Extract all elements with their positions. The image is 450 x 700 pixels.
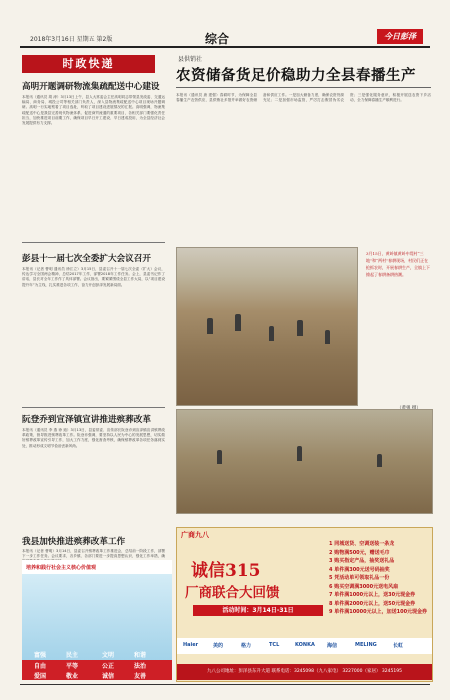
article-body: 本报讯（通讯员 李 燕 徐 迪）3月13日，县委常委、宣传部长阮登乔到宣泽镇宣讲殡葬改革政策，督导推进殡葬改革工作。阮登乔强调，要坚持以人民为中心的发展思想，切实做好殡葬改革宣传引导工作，加大工作力度，强化督查考核，确保殡葬改革各项任务落到实处，推动形成文明节俭治丧新风尚。 — [22, 428, 165, 448]
divider — [22, 242, 165, 243]
offer-item: 3 购买指定产品，抽奖送礼品 — [329, 558, 395, 564]
value-word: 民主 — [66, 652, 79, 659]
offer-item: 7 单件满1000元以上，送30元现金券 — [329, 592, 416, 598]
date-line: 2018年3月16日 星期五 第2版 — [30, 36, 113, 43]
offer-list — [329, 540, 429, 617]
offer-item: 9 单件满10000元以上，加送100元现金券 — [329, 609, 428, 615]
article-body: 本报讯（记者 曹明）3月14日，县委召开殡葬改革工作推进会，总结前一阶段工作，部署下一步工作任务。会议要求，各乡镇、各部门要进一步提高思想认识，强化工作举措，确 — [22, 549, 165, 559]
offer-item: 2 购物满500元，赠送毛巾 — [329, 549, 390, 556]
value-word: 和谐 — [134, 652, 147, 659]
value-word: 友善 — [134, 673, 147, 680]
ad-subheadline: 厂商联合大回馈 — [185, 585, 280, 601]
brand-logo: MELING — [355, 642, 377, 648]
offer-item: 8 单件满2000元以上，送50元现金券 — [329, 600, 416, 607]
offer-item: 6 购买空调满3000元送电风扇 — [329, 583, 399, 590]
ad-dates: 活动时间：3月14日-31日 — [193, 605, 323, 616]
core-values-ad — [22, 560, 172, 680]
value-word: 自由 — [34, 663, 47, 670]
value-word: 爱国 — [34, 673, 47, 680]
value-word: 法治 — [134, 663, 147, 670]
value-word: 富强 — [34, 652, 47, 659]
ad-logo: 培养和践行社会主义核心价值观 — [26, 565, 97, 571]
section-title: 综合 — [205, 32, 230, 46]
promo-ad — [176, 527, 433, 682]
offer-item: 1 同城送货、空调送装一条龙 — [329, 541, 395, 547]
brand-logo: Haier — [183, 642, 199, 648]
divider — [176, 87, 431, 88]
news-banner: 时政快递 — [22, 55, 155, 73]
photo-caption: 3月15日，黄岭镇黄岭中堤村“三地”和“两村”春耕现场，村民们正在抢抓农时，开展春耕生产，全镇上下掀起了春耕备耕热潮。 — [366, 251, 430, 277]
article-title: 高明开题调研物流集疏配送中心建设 — [22, 82, 160, 92]
article-body: 本报讯（记者 曹明 通讯员 徐江立）3月15日，县委召开十一届七次全委（扩大）会议，传达学习全国两会精神，总结2017年工作，部署2018年工作任务。会上，县委书记作了讲话，县长对全年工作作了具体部署。会议指出，要紧紧围绕全县工作大局，以“项目建设提升年”为主线，扎实推进各项工作，奋力开创彭泽发展新局面。 — [22, 267, 165, 287]
article-title: 彭县十一届七次全委扩大会议召开 — [22, 254, 151, 264]
brand-strip — [177, 638, 432, 654]
divider — [22, 407, 165, 408]
ad-brand: 广商九八 — [181, 531, 209, 539]
bottom-rule — [20, 684, 430, 685]
top-rule — [20, 46, 430, 48]
spring-farming-photo — [176, 247, 358, 406]
value-word: 公正 — [102, 663, 115, 670]
ad-contact: 九八公司地址：彭泽县东升大道 联系电话：3245098（九八家电） 3227000（家居） 3245195 — [177, 664, 432, 680]
brand-logo: 格力 — [241, 643, 252, 649]
offer-item: 5 凭活动单可领取礼品一份 — [329, 575, 390, 581]
brand-logo: KONKA — [295, 642, 315, 648]
value-word: 诚信 — [102, 673, 115, 680]
offer-item: 4 单件满300元送号码抽奖 — [329, 566, 390, 573]
article-title: 我县加快推进殡葬改革工作 — [22, 537, 126, 547]
brand-logo: 海信 — [327, 643, 338, 649]
newspaper-logo: 今日彭泽 — [377, 29, 423, 44]
brand-logo: 美的 — [213, 643, 224, 649]
article-body: 本报讯（通讯员 胡 涛）3月13日上午，县人大常委会主任高明同志带领县发改委、交通运输局、商务局、城投公司等相关部门负责人，深入县物流集疏配送中心项目现场开题调研。高明一行实地察看了项目选址，听取了项目建设进展情况的汇报。高明强调，物流集疏配送中心是我县完善现代物流体系、促进商贸流通的重要项目，各相关部门要强化责任担当，加快推进项目前期工作，确保项目早日开工建设、早日建成投用，为全县经济社会发展提供有力支撑。 — [22, 95, 165, 126]
article-title: 阮登乔到宣泽镇宣讲推进殡葬改革 — [22, 415, 151, 425]
brand-logo: 长虹 — [393, 643, 404, 649]
value-word: 平等 — [66, 663, 79, 670]
main-headline: 农资储备货足价稳助力全县春播生产 — [176, 67, 416, 84]
value-word: 敬业 — [66, 673, 79, 680]
article-kicker: 县供销社 — [178, 56, 203, 63]
article-body: 本报讯（通讯员 唐 建强）春耕时节，为保障全县春播生产农资供应，县供销社多措并举做好农资储备和供应工作。一是加大储备力度，确保农资货源充足；二是加强市场监管，严厉打击假冒伪劣农资；三是强化服务意识，积极开展送农资下乡活动，全力保障春播生产顺利进行。 — [176, 93, 431, 103]
value-word: 文明 — [102, 652, 115, 659]
brand-logo: TCL — [269, 642, 280, 648]
ad-headline: 诚信315 — [191, 561, 261, 581]
